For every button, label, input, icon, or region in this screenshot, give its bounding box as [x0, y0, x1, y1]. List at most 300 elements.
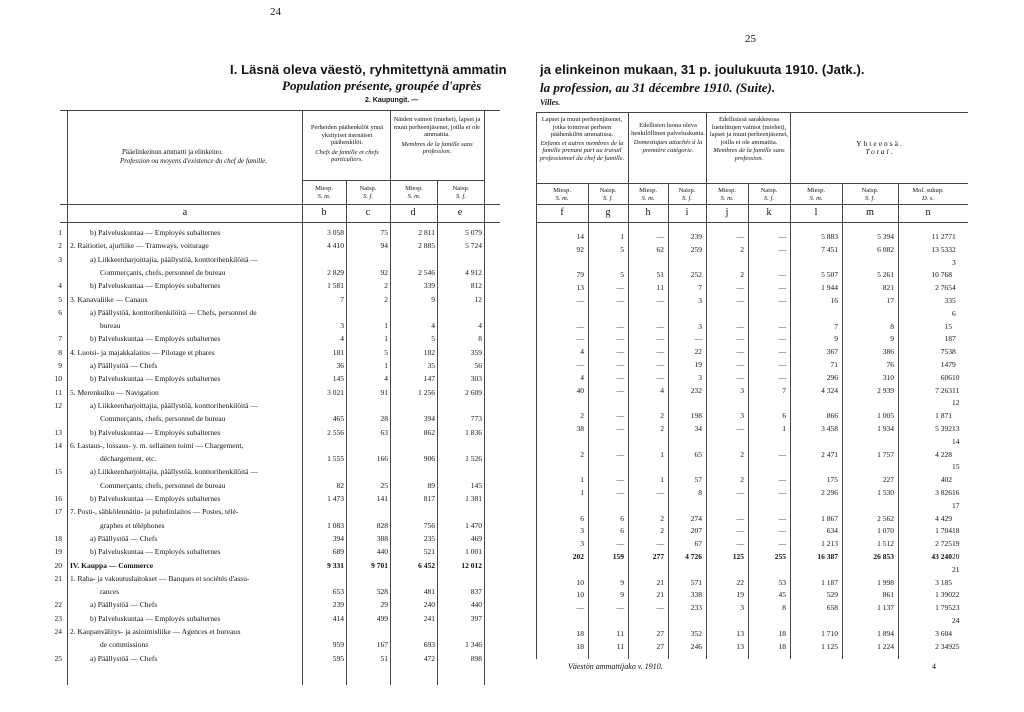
right-row-number: 2: [952, 244, 956, 254]
right-row-number: 4: [952, 283, 956, 293]
left-cell: 440: [470, 600, 482, 610]
right-cell: 18: [778, 628, 786, 638]
left-cell: 1 836: [465, 427, 482, 437]
right-cell: —: [656, 372, 664, 382]
left-cell: 75: [380, 228, 388, 237]
right-cell: 4 726: [685, 552, 702, 561]
right-cell: 3: [580, 539, 584, 549]
right-cell: —: [778, 347, 786, 357]
right-cell: —: [736, 488, 744, 497]
left-cell: 394: [423, 414, 435, 424]
left-cell: 145: [332, 374, 344, 384]
right-cell: —: [778, 244, 786, 254]
right-cell: 5 261: [877, 270, 894, 280]
right-col-letter-f: f: [560, 207, 564, 218]
right-row-number: 18: [952, 526, 960, 536]
right-cell: 1 998: [877, 577, 894, 587]
right-cell: 202: [572, 552, 584, 561]
right-cell: —: [576, 360, 584, 369]
right-sub-m: Naisp. S. f.: [861, 187, 879, 202]
right-cell: 10: [576, 577, 584, 587]
right-cell: 22: [736, 577, 744, 587]
right-cell: 239: [690, 232, 702, 241]
left-cell: 440: [376, 547, 388, 557]
right-cell: 255: [774, 552, 786, 561]
right-cell: 21: [656, 577, 664, 587]
right-cell: 1 871: [935, 411, 952, 421]
right-cell: 26 853: [873, 552, 894, 561]
right-cell: —: [736, 347, 744, 357]
right-col-letter-g: g: [605, 207, 611, 218]
right-cell: 252: [690, 270, 702, 280]
left-cell: 1: [384, 334, 388, 344]
right-cell: 1 530: [877, 488, 894, 497]
right-cell: —: [694, 334, 702, 344]
right-row-number: 11: [952, 385, 960, 395]
right-cell: 198: [690, 411, 702, 421]
right-cell: —: [778, 334, 786, 344]
left-row-label: Commerçants, chefs, personnel de bureau: [100, 480, 226, 490]
left-cell: 2: [384, 294, 388, 304]
right-cell: 338: [690, 590, 702, 600]
right-cell: —: [576, 603, 584, 613]
left-row-label: b) Palveluskuntaa — Employés subalternes: [90, 494, 221, 503]
right-cell: —: [736, 424, 744, 433]
left-row-number: 18: [54, 533, 62, 543]
left-cell: 91: [380, 387, 388, 397]
left-row-number: 7: [58, 334, 62, 344]
right-cell: —: [778, 270, 786, 280]
right-row-number: 16: [952, 488, 960, 497]
right-cell: 79: [576, 270, 584, 280]
right-cell: 606: [940, 372, 952, 382]
left-cell: 2 811: [418, 228, 435, 237]
right-cell: —: [656, 360, 664, 369]
left-row-label: déchargement, etc.: [100, 454, 157, 464]
left-cell: 469: [470, 533, 482, 543]
left-cell: 1 001: [465, 547, 482, 557]
left-cell: 1 470: [465, 520, 482, 530]
right-cell: —: [576, 334, 584, 344]
left-title-fi: I. Läsnä oleva väestö, ryhmitettynä ammatin: [230, 62, 507, 77]
right-cell: 2: [580, 411, 584, 421]
right-cell: —: [656, 539, 664, 549]
left-cell: 9: [431, 294, 435, 304]
left-cell: 9 701: [371, 560, 388, 570]
right-cell: —: [616, 283, 624, 293]
right-row-number: 13: [952, 424, 960, 433]
right-cell: —: [656, 347, 664, 357]
left-cell: 653: [332, 587, 344, 597]
right-cell: —: [736, 296, 744, 305]
left-page-number: 24: [270, 6, 281, 18]
right-cell: —: [778, 321, 786, 331]
right-cell: 18: [576, 628, 584, 638]
left-cell: 359: [470, 347, 482, 357]
right-cell: —: [616, 475, 624, 485]
left-row-label: bureau: [100, 321, 121, 331]
right-cell: —: [736, 360, 744, 369]
left-cell: 4: [340, 334, 344, 344]
right-cell: 1 125: [821, 641, 838, 651]
left-cell: 303: [470, 374, 482, 384]
left-row-label: b) Palveluskuntaa — Employés subalternes: [90, 281, 221, 291]
left-row-number: 14: [54, 440, 62, 450]
right-row-number: 20: [952, 552, 960, 561]
left-cell: 1 381: [465, 494, 482, 503]
right-cell: 386: [882, 347, 894, 357]
left-cell: 388: [376, 533, 388, 543]
right-cell: —: [616, 360, 624, 369]
left-cell: 241: [423, 613, 435, 623]
left-cell: 528: [376, 587, 388, 597]
right-cell: 1: [660, 449, 664, 459]
left-cell: 3: [340, 321, 344, 331]
right-cell: 18: [576, 641, 584, 651]
right-cell: 18: [778, 641, 786, 651]
right-cell: 1: [580, 475, 584, 485]
right-cell: 6 082: [877, 244, 894, 254]
left-row-label: b) Palveluskuntaa — Employés subalternes: [90, 228, 221, 237]
right-cell: 16 387: [817, 552, 838, 561]
right-cell: 296: [826, 372, 838, 382]
right-cell: —: [616, 449, 624, 459]
right-cell: 1 187: [821, 577, 838, 587]
right-cell: 11 277: [931, 232, 952, 241]
left-cell: 8: [478, 334, 482, 344]
right-cell: 5 394: [877, 232, 894, 241]
right-cell: 1 390: [935, 590, 952, 600]
right-cell: 2 349: [935, 641, 952, 651]
left-cell: 12: [474, 294, 482, 304]
left-row-label: graphes et téléphones: [100, 520, 165, 530]
left-cell: 472: [423, 653, 435, 663]
right-title-fr: la profession, au 31 décembre 1910. (Suite).: [540, 80, 776, 95]
right-cell: 9: [890, 334, 894, 344]
right-cell: —: [616, 321, 624, 331]
right-cell: 2: [740, 270, 744, 280]
left-cell: 5 079: [465, 228, 482, 237]
right-cell: —: [778, 283, 786, 293]
right-cell: 13: [736, 641, 744, 651]
left-cell: 12 012: [461, 560, 482, 570]
right-cell: 246: [690, 641, 702, 651]
left-cell: 239: [332, 600, 344, 610]
left-section: 2. Kaupungit. —: [365, 97, 419, 104]
left-cell: 828: [376, 520, 388, 530]
right-sub-n: Mol. sukup. D. s.: [912, 187, 944, 202]
left-row-number: 13: [54, 427, 62, 437]
right-cell: 277: [652, 552, 664, 561]
right-cell: —: [616, 385, 624, 395]
right-cell: 3: [740, 411, 744, 421]
right-cell: 67: [694, 539, 702, 549]
left-cell: 595: [332, 653, 344, 663]
right-cell: 43 240: [931, 552, 952, 561]
left-row-label: 6. Lastaus-, lossaus- y. m. sellainen toimi — Chargement,: [70, 440, 244, 450]
left-sub-2: Naisp. S. f.: [359, 185, 377, 200]
stub-header-fi: Pääelinkeinon ammatti ja elinkeino.: [122, 148, 223, 156]
left-cell: 7: [340, 294, 344, 304]
left-row-label: a) Päällystöä — Chefs: [90, 653, 158, 663]
left-col-letter-c: c: [365, 207, 371, 218]
right-cell: 14: [576, 232, 584, 241]
right-col-letter-k: k: [766, 207, 772, 218]
left-row-label: a) Liikkeenharjoittajia, päällystöä, konttorihenkilöitä —: [90, 467, 258, 477]
right-sub-g: Naisp. S. f.: [599, 187, 617, 202]
right-cell: 4 228: [935, 449, 952, 459]
left-sub-4: Naisp. S. f.: [452, 185, 470, 200]
right-row-number: 6: [952, 308, 956, 318]
right-sub-h: Miesp. S. m.: [639, 187, 657, 202]
right-cell: 10: [576, 590, 584, 600]
stub-letter: a: [182, 207, 188, 218]
right-cell: 51: [656, 270, 664, 280]
right-cell: 207: [690, 526, 702, 536]
left-sub-3: Miesp. S. m.: [405, 185, 423, 200]
right-cell: —: [736, 283, 744, 293]
right-cell: 62: [656, 244, 664, 254]
left-row-label: Commerçants, chefs, personnel de bureau: [100, 414, 226, 424]
right-sub-f: Miesp. S. m.: [553, 187, 571, 202]
left-cell: 166: [376, 454, 388, 464]
right-cell: 8: [782, 603, 786, 613]
right-cell: 367: [826, 347, 838, 357]
right-cell: 1 005: [877, 411, 894, 421]
right-cell: 4 324: [821, 385, 838, 395]
left-row-label: 1. Raha- ja vakuutuslaitokset — Banques et sociétés d'assu-: [70, 573, 250, 583]
left-cell: 756: [423, 520, 435, 530]
right-cell: 5 883: [821, 232, 838, 241]
right-cell: 76: [886, 360, 894, 369]
right-cell: 1 944: [821, 283, 838, 293]
left-cell: 51: [380, 653, 388, 663]
right-cell: 2: [660, 424, 664, 433]
left-row-label: 2. Kaupanvälitys- ja asioimisliike — Agences et bureaux: [70, 627, 241, 636]
right-col-header-2: Edellisten luona oleva henkilöllinen palveluskunta. Domestiques attachés à la première catégorie.: [631, 122, 705, 154]
left-row-label: IV. Kauppa — Commerce: [70, 560, 154, 570]
right-cell: 2 939: [877, 385, 894, 395]
right-cell: 1 704: [935, 526, 952, 536]
left-row-label: b) Palveluskuntaa — Employés subalternes: [90, 613, 221, 623]
left-cell: 2 885: [418, 241, 435, 251]
right-cell: —: [778, 449, 786, 459]
left-row-label: b) Palveluskuntaa — Employés subalternes: [90, 334, 221, 344]
left-cell: 3 021: [327, 387, 344, 397]
right-cell: —: [736, 526, 744, 536]
right-cell: 9: [620, 590, 624, 600]
left-cell: 1 555: [327, 454, 344, 464]
right-row-number: 10: [952, 372, 960, 382]
left-row-label: b) Palveluskuntaa — Employés subalternes: [90, 547, 221, 557]
right-cell: 40: [576, 385, 584, 395]
right-cell: 3: [740, 603, 744, 613]
left-cell: 2 556: [327, 427, 344, 437]
right-cell: 71: [830, 360, 838, 369]
left-row-number: 4: [58, 281, 62, 291]
right-cell: 658: [826, 603, 838, 613]
right-row-number: 9: [952, 360, 956, 369]
left-cell: 4: [478, 321, 482, 331]
left-cell: 862: [423, 427, 435, 437]
right-cell: 9: [834, 334, 838, 344]
right-cell: —: [616, 411, 624, 421]
right-cell: —: [616, 488, 624, 497]
right-cell: 5: [620, 244, 624, 254]
right-cell: 22: [694, 347, 702, 357]
right-cell: 3 185: [935, 577, 952, 587]
right-col-letter-m: m: [866, 207, 874, 218]
left-row-number: 15: [54, 467, 62, 477]
right-cell: 259: [690, 244, 702, 254]
left-cell: 812: [470, 281, 482, 291]
left-cell: 89: [427, 480, 435, 490]
right-cell: 634: [826, 526, 838, 536]
right-cell: 6: [620, 513, 624, 523]
right-cell: 2 296: [821, 488, 838, 497]
right-col-letter-h: h: [645, 207, 651, 218]
right-cell: 2 765: [935, 283, 952, 293]
right-cell: 6: [620, 526, 624, 536]
right-cell: 529: [826, 590, 838, 600]
right-cell: —: [778, 296, 786, 305]
right-cell: 65: [694, 449, 702, 459]
left-cell: 339: [423, 281, 435, 291]
left-cell: 2 546: [418, 267, 435, 277]
left-col-header-2: Näiden vaimot (miehet), lapset ja muut perheenjäsenet, joilla ei ole ammattia. Membres de la famille sans profession.: [393, 116, 481, 155]
right-cell: 57: [694, 475, 702, 485]
right-cell: 45: [778, 590, 786, 600]
right-cell: 2: [740, 449, 744, 459]
left-title-fr: Population présente, groupée d'après: [282, 78, 482, 93]
right-cell: 4: [580, 347, 584, 357]
right-cell: 274: [690, 513, 702, 523]
right-cell: 19: [694, 360, 702, 369]
right-cell: 125: [732, 552, 744, 561]
right-cell: 4 429: [935, 513, 952, 523]
left-cell: 25: [380, 480, 388, 490]
right-cell: 232: [690, 385, 702, 395]
right-cell: 571: [690, 577, 702, 587]
right-cell: 866: [826, 411, 838, 421]
right-page-number: 25: [745, 33, 756, 45]
right-cell: 3 826: [935, 488, 952, 497]
right-row-number: 17: [952, 500, 960, 510]
right-cell: 2: [660, 513, 664, 523]
left-cell: 2: [384, 281, 388, 291]
right-row-number: 3: [952, 257, 956, 267]
left-cell: 235: [423, 533, 435, 543]
right-cell: 7 263: [935, 385, 952, 395]
right-cell: 27: [656, 628, 664, 638]
right-cell: —: [736, 539, 744, 549]
left-row-label: a) Päällystöä — Chefs: [90, 361, 158, 370]
right-cell: 1: [782, 424, 786, 433]
right-cell: 3 458: [821, 424, 838, 433]
right-sub-i: Naisp. S. f.: [678, 187, 696, 202]
right-cell: 861: [882, 590, 894, 600]
left-cell: 693: [423, 640, 435, 650]
left-row-label: 5. Merenkulku — Navigation: [70, 387, 159, 397]
right-cell: 16: [830, 296, 838, 305]
left-cell: 1 083: [327, 520, 344, 530]
right-cell: —: [616, 603, 624, 613]
left-cell: 481: [423, 587, 435, 597]
left-row-label: 4. Luotsi- ja majakkalaitos — Pilotage et phares: [70, 347, 215, 357]
right-cell: 19: [736, 590, 744, 600]
right-cell: 1 894: [877, 628, 894, 638]
left-cell: 147: [423, 374, 435, 384]
right-cell: 10 768: [931, 270, 952, 280]
right-cell: 821: [882, 283, 894, 293]
right-cell: 5 392: [935, 424, 952, 433]
right-cell: 310: [882, 372, 894, 382]
left-cell: 4 912: [465, 267, 482, 277]
right-cell: 8: [698, 488, 702, 497]
right-cell: 13: [576, 283, 584, 293]
left-cell: 5: [431, 334, 435, 344]
right-cell: 352: [690, 628, 702, 638]
right-cell: —: [778, 539, 786, 549]
right-cell: 11: [656, 283, 664, 293]
left-row-number: 2: [58, 241, 62, 251]
right-cell: —: [778, 360, 786, 369]
right-cell: —: [616, 424, 624, 433]
left-cell: 1: [384, 321, 388, 331]
right-cell: 753: [940, 347, 952, 357]
right-cell: —: [616, 347, 624, 357]
left-cell: 240: [423, 600, 435, 610]
left-cell: 82: [336, 480, 344, 490]
right-cell: 233: [690, 603, 702, 613]
left-cell: 465: [332, 414, 344, 424]
right-footer: Väestön ammattijako v. 1910.: [568, 662, 663, 671]
right-cell: 34: [694, 424, 702, 433]
right-cell: 1: [620, 232, 624, 241]
left-cell: 1 256: [418, 387, 435, 397]
right-cell: —: [736, 334, 744, 344]
right-row-number: 23: [952, 603, 960, 613]
left-cell: 167: [376, 640, 388, 650]
left-cell: 6 452: [418, 560, 435, 570]
right-sub-k: Naisp. S. f.: [760, 187, 778, 202]
right-cell: 2: [660, 411, 664, 421]
right-cell: 8: [890, 321, 894, 331]
left-cell: 36: [336, 361, 344, 370]
right-row-number: 1: [952, 232, 956, 241]
right-cell: 3: [698, 372, 702, 382]
left-cell: 1 346: [465, 640, 482, 650]
right-cell: 1 710: [821, 628, 838, 638]
right-cell: 18: [944, 334, 952, 344]
right-cell: —: [616, 296, 624, 305]
stub-header-fr: Profession ou moyens d'existence du chef de famille.: [120, 157, 268, 165]
left-cell: 29: [380, 600, 388, 610]
left-row-label: a) Päällystöä — Chefs: [90, 600, 158, 610]
left-cell: 1 581: [327, 281, 344, 291]
left-row-label: de commissions: [100, 640, 149, 650]
left-row-number: 12: [54, 400, 62, 410]
right-cell: —: [778, 526, 786, 536]
right-cell: 7: [698, 283, 702, 293]
right-cell: 7: [782, 385, 786, 395]
right-cell: —: [778, 513, 786, 523]
right-cell: —: [778, 232, 786, 241]
left-row-number: 16: [54, 494, 62, 503]
right-cell: 1 070: [877, 526, 894, 536]
right-cell: 5: [620, 270, 624, 280]
right-cell: 1 224: [877, 641, 894, 651]
